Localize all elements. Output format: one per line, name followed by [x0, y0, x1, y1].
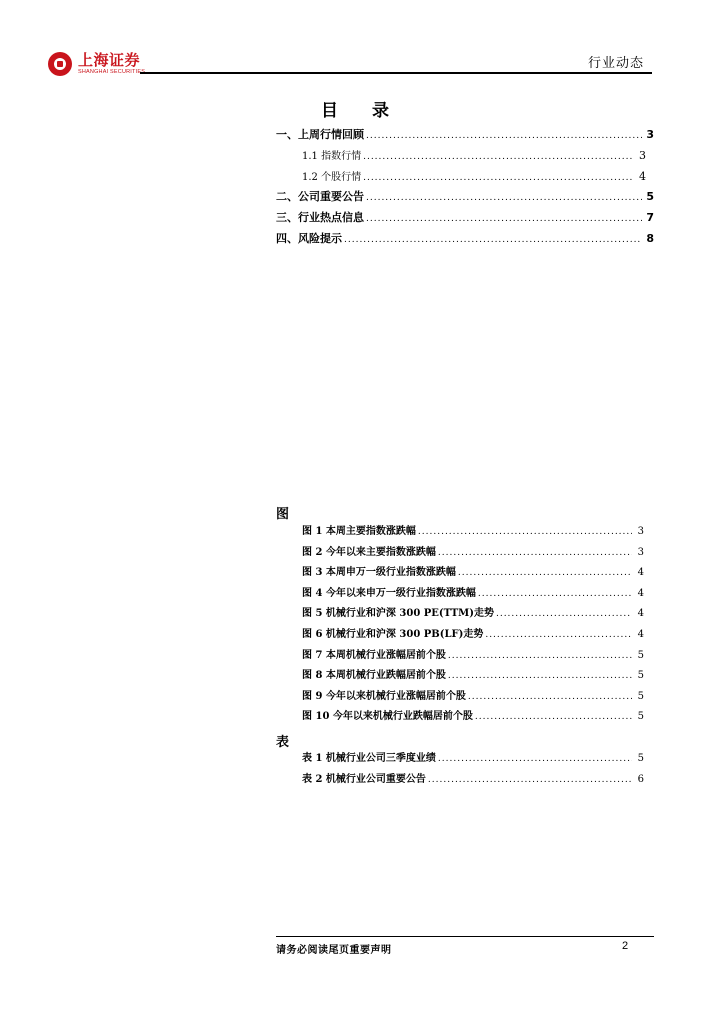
- dot-leader: [438, 754, 632, 764]
- toc-entry[interactable]: [276, 188, 654, 209]
- dot-leader: [363, 152, 634, 162]
- figure-entry-page: 4: [637, 628, 644, 640]
- figure-entry-page: 4: [637, 608, 644, 620]
- figure-entry-label: 图 1 本周主要指数涨跌幅: [302, 526, 416, 537]
- toc-entry-page: 8: [646, 231, 654, 245]
- toc-entry-page: 4: [639, 169, 646, 183]
- figure-entry-page: 3: [637, 546, 644, 558]
- toc-entry-label: 四、风险提示: [276, 231, 342, 245]
- toc-entry-label: 1.2 个股行情: [302, 171, 362, 183]
- table-entry[interactable]: [276, 770, 654, 791]
- figure-entry-page: 5: [637, 670, 644, 682]
- dot-leader: [448, 671, 632, 681]
- table-entry-page: 6: [637, 773, 644, 785]
- table-entry-label: 表 2 机械行业公司重要公告: [302, 773, 426, 785]
- figure-entry-page: 4: [637, 587, 644, 599]
- toc-entry-page: 7: [646, 211, 654, 225]
- footer-divider: [276, 936, 654, 937]
- figure-entry-page: 5: [637, 711, 644, 723]
- table-of-contents: [276, 126, 654, 251]
- figure-entry[interactable]: [276, 522, 654, 543]
- toc-entry-page: 3: [646, 128, 654, 141]
- toc-entry-label: 三、行业热点信息: [276, 211, 364, 225]
- toc-entry[interactable]: [276, 126, 654, 147]
- figure-entry[interactable]: [276, 563, 654, 584]
- dot-leader: [366, 131, 642, 141]
- dot-leader: [438, 548, 632, 558]
- page-header: [48, 46, 652, 80]
- dot-leader: [458, 568, 632, 578]
- figure-entry[interactable]: [276, 604, 654, 625]
- dot-leader: [478, 589, 632, 599]
- figure-entry-page: 4: [637, 567, 644, 579]
- dot-leader: [418, 527, 632, 537]
- logo-name-en: SHANGHAI SECURITIES: [78, 68, 146, 75]
- logo-icon: [48, 52, 72, 76]
- figure-entry-label: 图 4 今年以来申万一级行业指数涨跌幅: [302, 587, 476, 599]
- figure-entry-page: 5: [637, 690, 644, 702]
- footer-disclaimer: 请务必阅读尾页重要声明: [276, 945, 392, 956]
- toc-entry-label: 二、公司重要公告: [276, 190, 364, 204]
- figure-entry[interactable]: [276, 646, 654, 667]
- dot-leader: [366, 193, 642, 203]
- figure-entry[interactable]: [276, 666, 654, 687]
- toc-entry-label: 一、上周行情回顾: [276, 128, 364, 141]
- dot-leader: [496, 609, 632, 619]
- figure-entry[interactable]: [276, 625, 654, 646]
- toc-title: 目 录: [321, 101, 403, 121]
- dot-leader: [366, 214, 642, 224]
- toc-entry[interactable]: [276, 147, 654, 168]
- toc-entry-page: 5: [646, 190, 654, 204]
- figure-entry[interactable]: [276, 543, 654, 564]
- toc-entry-label: 1.1 指数行情: [302, 150, 362, 162]
- toc-entry-page: 3: [639, 148, 646, 162]
- header-divider: [140, 72, 652, 74]
- dot-leader: [344, 235, 642, 245]
- figure-entry[interactable]: [276, 584, 654, 605]
- table-entry-page: 5: [637, 753, 644, 764]
- figure-entry-label: 图 9 今年以来机械行业涨幅居前个股: [302, 690, 466, 702]
- table-entry[interactable]: [276, 749, 654, 770]
- toc-entry[interactable]: [276, 168, 654, 189]
- report-type: 行业动态: [587, 56, 644, 71]
- tables-heading: 表: [276, 735, 290, 750]
- figure-entry-label: 图 8 本周机械行业跌幅居前个股: [302, 670, 446, 682]
- dot-leader: [475, 712, 632, 722]
- toc-entry[interactable]: [276, 230, 654, 251]
- dot-leader: [363, 173, 634, 183]
- figure-entry-page: 3: [637, 526, 644, 537]
- dot-leader: [468, 692, 632, 702]
- dot-leader: [428, 775, 632, 785]
- figure-entry-label: 图 6 机械行业和沪深 300 PB(LF)走势: [302, 628, 484, 640]
- company-logo: [48, 52, 145, 76]
- page-number: 2: [622, 940, 629, 952]
- logo-name-cn: 上海证券: [78, 50, 141, 69]
- figure-entry-label: 图 7 本周机械行业涨幅居前个股: [302, 649, 446, 661]
- table-entry-label: 表 1 机械行业公司三季度业绩: [302, 753, 436, 764]
- dot-leader: [448, 651, 632, 661]
- figure-entry-page: 5: [637, 649, 644, 661]
- figure-entry-label: 图 2 今年以来主要指数涨跌幅: [302, 546, 436, 558]
- list-of-figures: [276, 522, 654, 728]
- figure-entry[interactable]: [276, 687, 654, 708]
- figure-entry-label: 图 3 本周申万一级行业指数涨跌幅: [302, 567, 456, 579]
- dot-leader: [485, 630, 632, 640]
- toc-entry[interactable]: [276, 209, 654, 230]
- list-of-tables: [276, 749, 654, 790]
- figure-entry-label: 图 10 今年以来机械行业跌幅居前个股: [302, 711, 473, 723]
- figure-entry-label: 图 5 机械行业和沪深 300 PE(TTM)走势: [302, 608, 494, 620]
- figure-entry[interactable]: [276, 707, 654, 728]
- figures-heading: 图: [276, 507, 290, 522]
